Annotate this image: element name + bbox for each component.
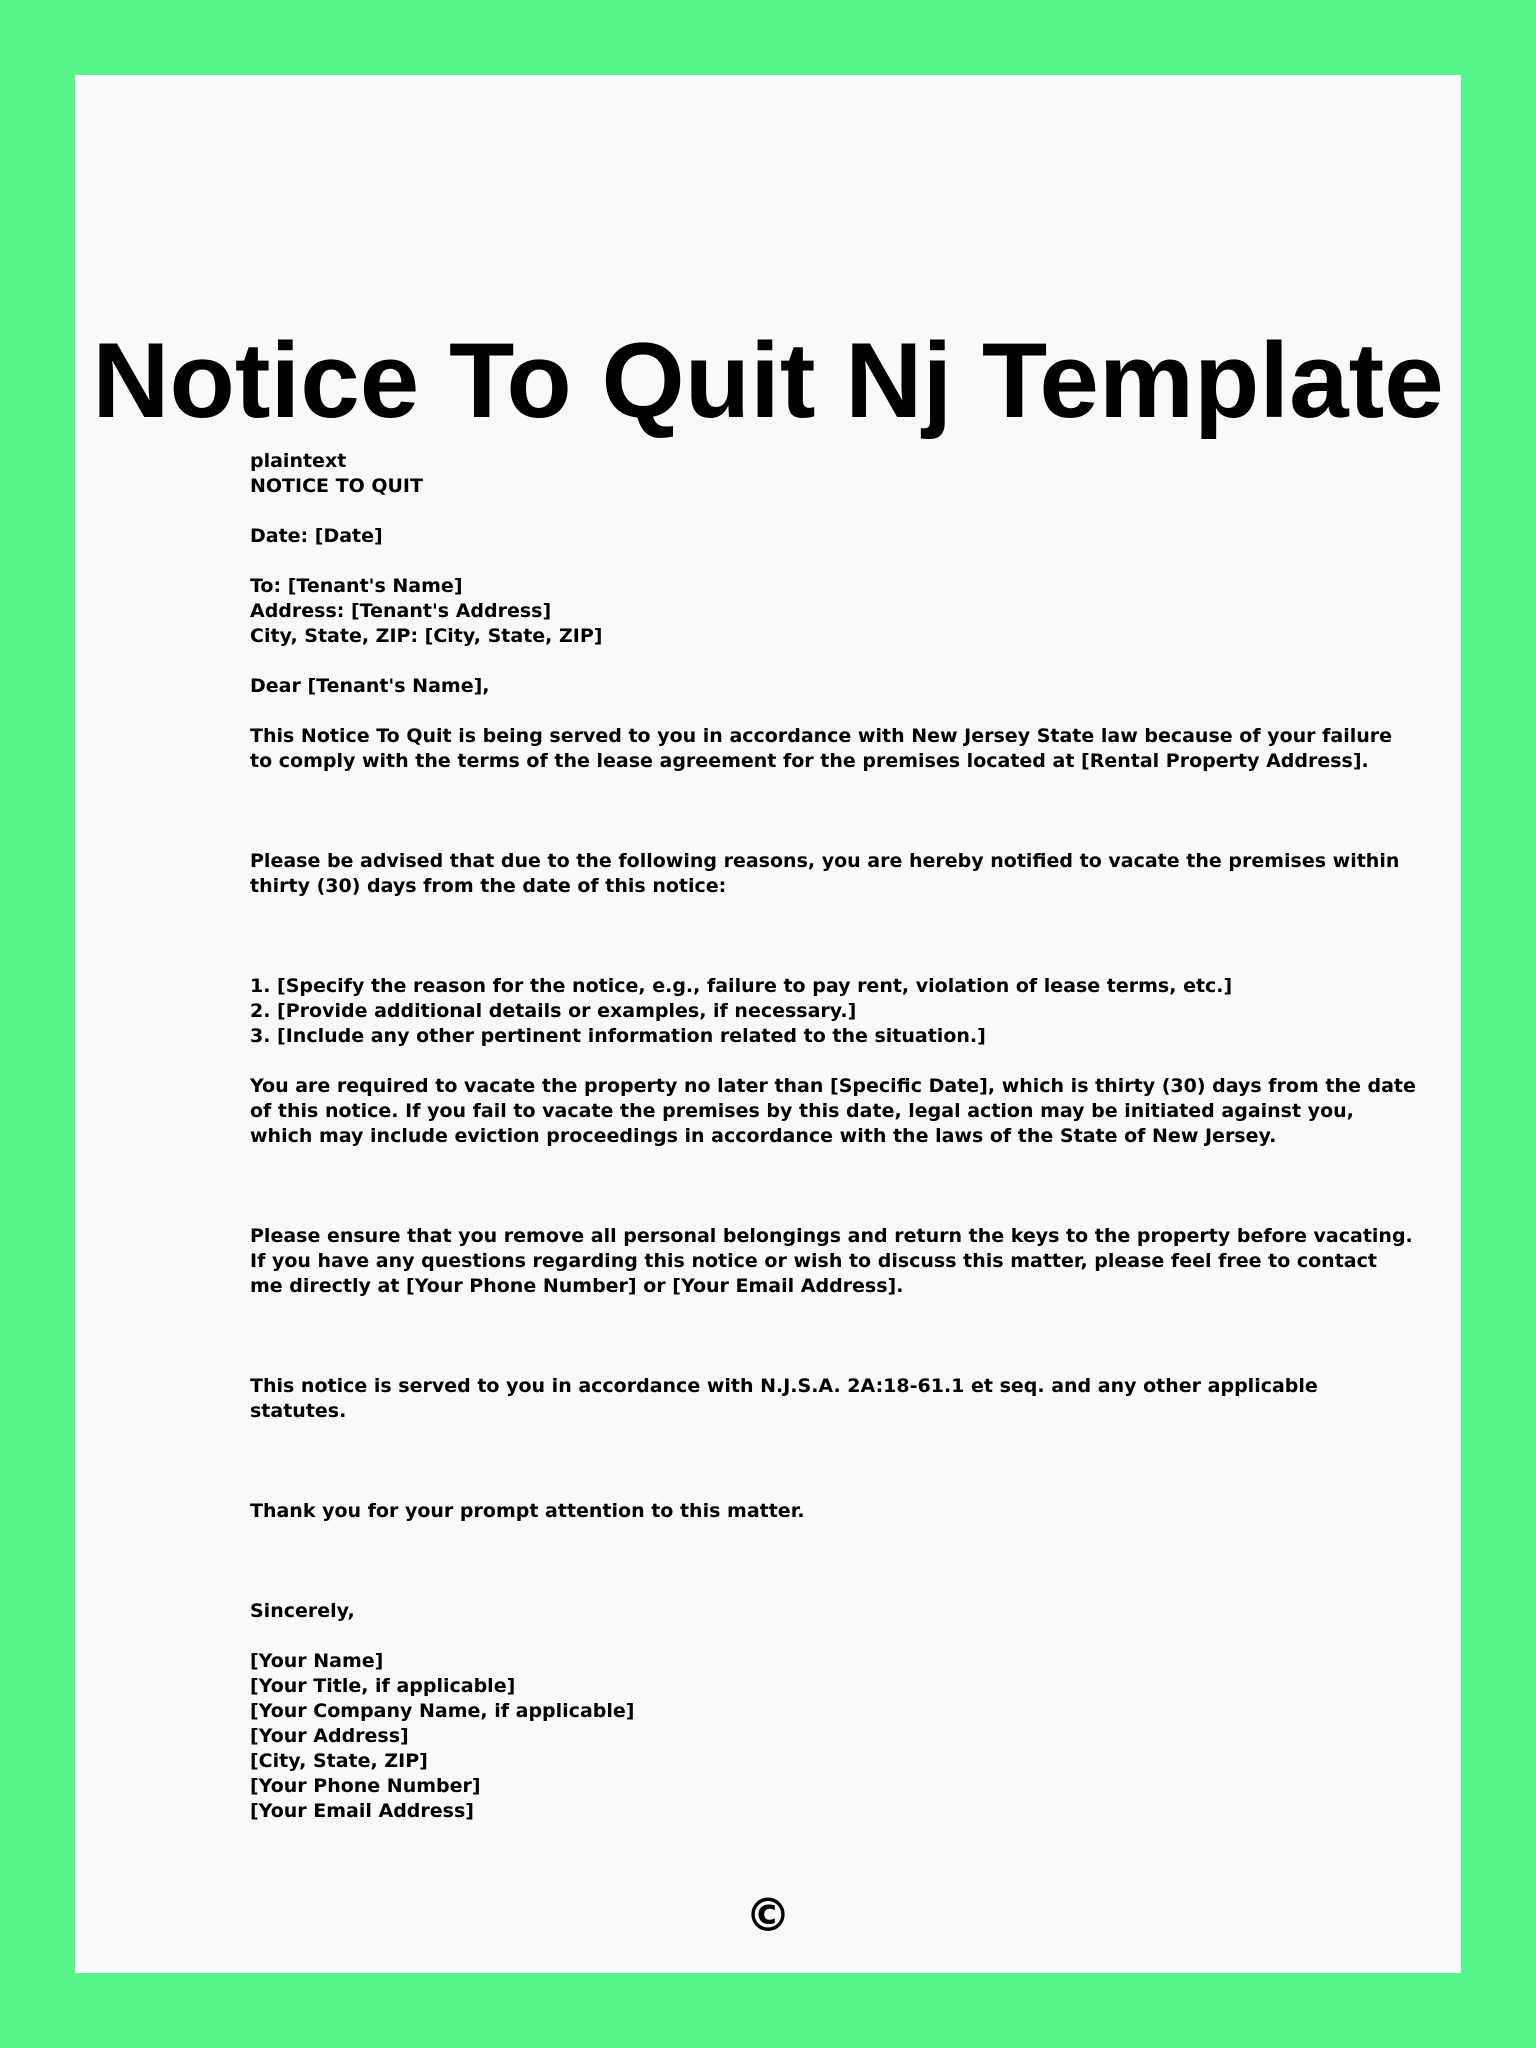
notice-line xyxy=(250,1449,1350,1474)
notice-line: plaintext xyxy=(250,450,347,472)
notice-line xyxy=(250,1299,1350,1324)
notice-line: 1. [Specify the reason for the notice, e.g., failure to pay rent, violation of lease terms, etc.] xyxy=(250,975,1233,997)
notice-line: to comply with the terms of the lease agreement for the premises located at [Rental Property Address]. xyxy=(250,750,1369,772)
notice-line: 2. [Provide additional details or examples, if necessary.] xyxy=(250,1000,857,1022)
notice-line: Thank you for your prompt attention to this matter. xyxy=(250,1500,805,1522)
notice-line xyxy=(250,1349,1350,1374)
notice-line: You are required to vacate the property no later than [Specific Date], which is thirty (30) days from the date xyxy=(250,1075,1416,1097)
notice-line xyxy=(250,649,1350,674)
notice-line xyxy=(250,499,1350,524)
copyright-icon: © xyxy=(745,1888,791,1942)
notice-line: If you have any questions regarding this notice or wish to discuss this matter, please feel free to contact xyxy=(250,1250,1377,1272)
notice-line xyxy=(250,1474,1350,1499)
notice-line: Please be advised that due to the following reasons, you are hereby notified to vacate the premises within xyxy=(250,850,1400,872)
notice-line: which may include eviction proceedings in accordance with the laws of the State of New Jersey. xyxy=(250,1125,1277,1147)
notice-line xyxy=(250,1174,1350,1199)
notice-line xyxy=(250,1549,1350,1574)
notice-line: [Your Name] xyxy=(250,1650,384,1672)
notice-line: thirty (30) days from the date of this notice: xyxy=(250,875,727,897)
notice-line: Dear [Tenant's Name], xyxy=(250,675,490,697)
notice-line xyxy=(250,899,1350,924)
notice-body xyxy=(250,449,1416,1824)
notice-line xyxy=(250,1049,1350,1074)
notice-line xyxy=(250,1574,1350,1599)
notice-line: statutes. xyxy=(250,1400,347,1422)
notice-line: [Your Email Address] xyxy=(250,1800,474,1822)
notice-line xyxy=(250,1149,1350,1174)
notice-line: [Your Company Name, if applicable] xyxy=(250,1700,635,1722)
notice-line: me directly at [Your Phone Number] or [Your Email Address]. xyxy=(250,1275,904,1297)
notice-line xyxy=(250,1324,1350,1349)
notice-line xyxy=(250,799,1350,824)
notice-line xyxy=(250,699,1350,724)
notice-line: Please ensure that you remove all personal belongings and return the keys to the property before vacating. xyxy=(250,1225,1413,1247)
notice-line: Address: [Tenant's Address] xyxy=(250,600,552,622)
notice-line xyxy=(250,924,1350,949)
notice-line: This notice is served to you in accordance with N.J.S.A. 2A:18-61.1 et seq. and any other applicable xyxy=(250,1375,1318,1397)
notice-line: [Your Title, if applicable] xyxy=(250,1675,516,1697)
notice-line: 3. [Include any other pertinent information related to the situation.] xyxy=(250,1025,986,1047)
notice-line xyxy=(250,1624,1350,1649)
notice-line: This Notice To Quit is being served to you in accordance with New Jersey State law because of your failure xyxy=(250,725,1393,747)
notice-line: [City, State, ZIP] xyxy=(250,1750,428,1772)
notice-line: [Your Address] xyxy=(250,1725,409,1747)
notice-line: Sincerely, xyxy=(250,1600,355,1622)
notice-line xyxy=(250,949,1350,974)
notice-line xyxy=(250,1199,1350,1224)
notice-line xyxy=(250,1524,1350,1549)
notice-line: City, State, ZIP: [City, State, ZIP] xyxy=(250,625,603,647)
notice-line xyxy=(250,1424,1350,1449)
notice-line: To: [Tenant's Name] xyxy=(250,575,463,597)
notice-line xyxy=(250,774,1350,799)
notice-line: Date: [Date] xyxy=(250,525,383,547)
notice-line xyxy=(250,824,1350,849)
document-page xyxy=(75,75,1461,1973)
page-title: Notice To Quit Nj Template xyxy=(92,320,1444,440)
notice-line: NOTICE TO QUIT xyxy=(250,475,423,497)
notice-line: [Your Phone Number] xyxy=(250,1775,481,1797)
notice-line: of this notice. If you fail to vacate the premises by this date, legal action may be initiated against you, xyxy=(250,1100,1354,1122)
notice-line xyxy=(250,549,1350,574)
